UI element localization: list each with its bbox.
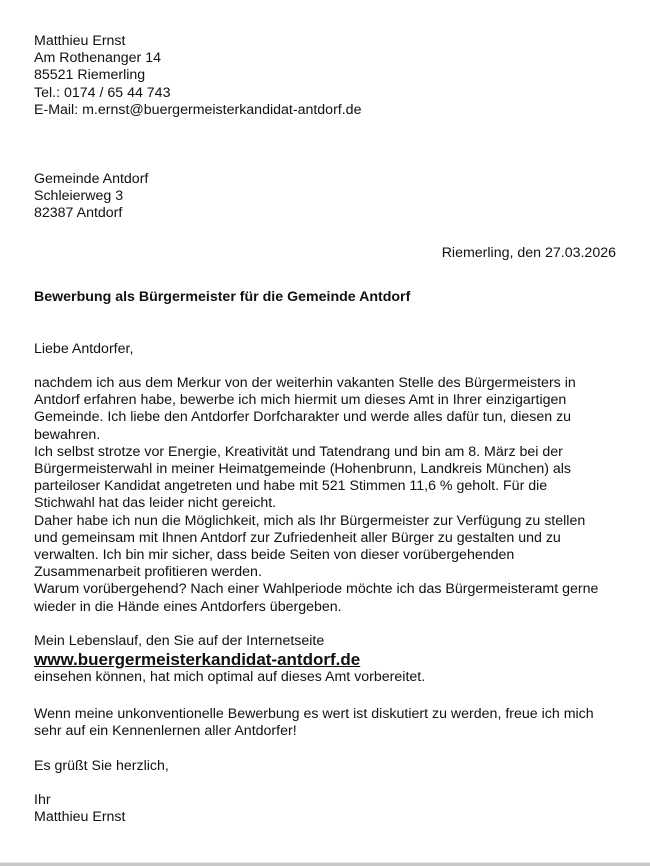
closing-paragraph (34, 706, 630, 740)
signature-prefix: Ihr (34, 792, 51, 808)
closing-line: sehr auf ein Kennenlernen aller Antdorfer! (34, 723, 297, 740)
body-line: Warum vorübergehend? Nach einer Wahlperiode möchte ich das Bürgermeisteramt gerne (34, 581, 599, 598)
body-line: Ich selbst strotze vor Energie, Kreativität und Tatendrang und bin am 8. März bei der (34, 443, 563, 460)
cv-paragraph (34, 633, 630, 686)
salutation: Liebe Antdorfer, (34, 341, 134, 357)
body-line: Antdorf erfahren habe, bewerbe ich mich hiermit um dieses Amt in Ihrer einzigartigen (34, 392, 567, 409)
signature (34, 792, 630, 826)
body-line: Daher habe ich nun die Möglichkeit, mich als Ihr Bürgermeister zur Verfügung zu stellen (34, 512, 586, 529)
sender-phone: Tel.: 0174 / 65 44 743 (34, 84, 171, 101)
letter-body (34, 375, 634, 616)
body-line: verwalten. Ich bin mir sicher, dass beide Seiten von dieser vorübergehenden (34, 547, 515, 564)
sender-email: E-Mail: m.ernst@buergermeisterkandidat-antdorf.de (34, 101, 362, 118)
sender-street: Am Rothenanger 14 (34, 50, 161, 67)
sender-city: 85521 Riemerling (34, 67, 146, 84)
body-line: und gemeinsam mit Ihnen Antdorf zur Zufriedenheit aller Bürger zu gestalten und zu (34, 529, 561, 546)
body-line: nachdem ich aus dem Merkur von der weiterhin vakanten Stelle des Bürgermeisters in (34, 375, 576, 391)
page-separator (0, 862, 650, 866)
body-line: Zusammenarbeit profitieren werden. (34, 564, 262, 581)
place-date-line: Riemerling, den 27.03.2026 (441, 245, 616, 261)
closing-line: Wenn meine unkonventionelle Bewerbung es wert ist diskutiert zu werden, freue ich mich (34, 706, 594, 722)
sender-name: Matthieu Ernst (34, 33, 126, 49)
body-line: parteiloser Kandidat angetreten und habe mit 521 Stimmen 11,6 % geholt. Für die (34, 478, 548, 495)
signature-name: Matthieu Ernst (34, 809, 126, 826)
body-line: wieder in die Hände eines Antdorfers übergeben. (34, 598, 342, 615)
recipient-address (34, 171, 630, 223)
sender-address (34, 33, 630, 119)
body-line: Gemeinde. Ich liebe den Antdorfer Dorfcharakter und werde alles dafür tun, diesen zu (34, 409, 572, 426)
greeting: Es grüßt Sie herzlich, (34, 758, 169, 774)
recipient-street: Schleierweg 3 (34, 188, 124, 205)
cv-outro: einsehen können, hat mich optimal auf dieses Amt vorbereitet. (34, 669, 426, 686)
website-link[interactable]: www.buergermeisterkandidat-antdorf.de (34, 650, 361, 670)
subject-line: Bewerbung als Bürgermeister für die Gemeinde Antdorf (34, 289, 411, 305)
body-line: bewahren. (34, 426, 101, 443)
cv-intro: Mein Lebenslauf, den Sie auf der Internetseite (34, 633, 325, 649)
body-line: Stichwahl hat das leider nicht gereicht. (34, 495, 277, 512)
body-line: Bürgermeisterwahl in meiner Heimatgemeinde (Hohenbrunn, Landkreis München) als (34, 461, 572, 478)
recipient-name: Gemeinde Antdorf (34, 171, 149, 187)
recipient-city: 82387 Antdorf (34, 205, 123, 222)
